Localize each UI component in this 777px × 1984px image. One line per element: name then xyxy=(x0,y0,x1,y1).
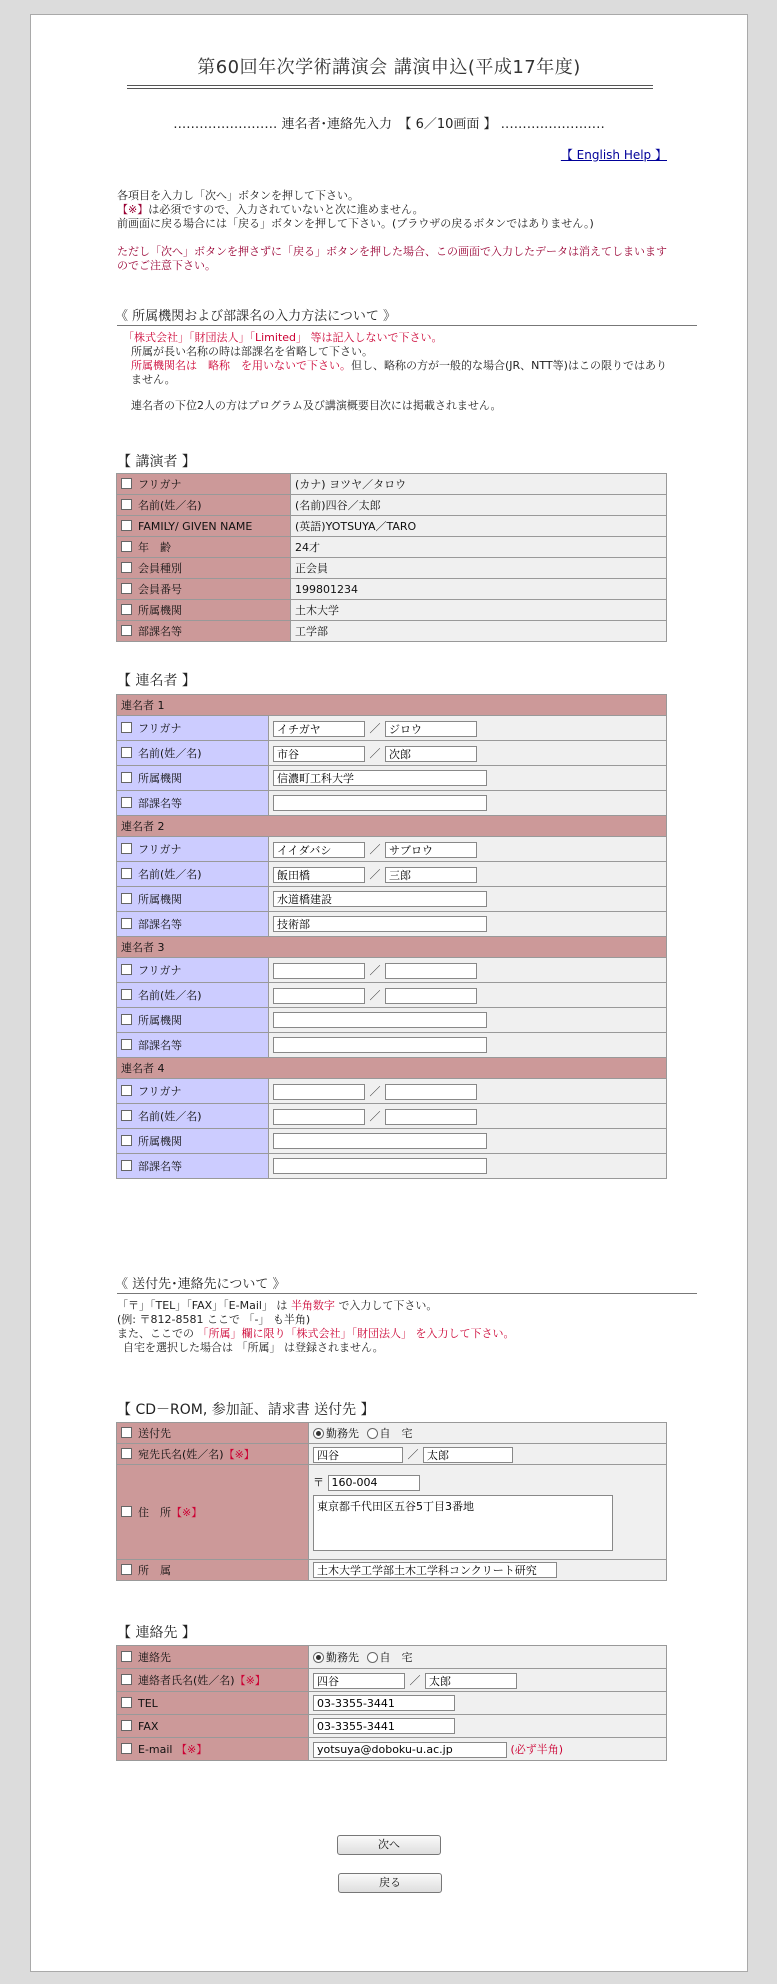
required-mark: 【※】 xyxy=(171,1506,203,1519)
coauthor-single-input xyxy=(269,1154,667,1179)
back-button[interactable]: 戻る xyxy=(338,1873,442,1893)
coauthor-label: 所属機関 xyxy=(138,772,182,785)
title-divider xyxy=(127,85,653,86)
coauthor-label-cell xyxy=(117,1008,269,1033)
shipping-address-label-cell xyxy=(117,1465,309,1560)
title-divider-2 xyxy=(127,88,653,89)
affiliation-note-line-1: 「株式会社」「財団法人」「Limited」 等は記入しないで下さい。 xyxy=(123,331,443,344)
coauthor-label: 所属機関 xyxy=(138,893,182,906)
instruction-warning: ただし「次へ」ボタンを押さずに「戻る」ボタンを押した場合、この画面で入力したデータは消えてしまいますのでご注意下さい。 xyxy=(117,245,667,272)
coauthor-name-sei-input[interactable] xyxy=(273,988,365,1004)
required-mark: 【※】 xyxy=(234,1674,266,1687)
coauthor-row xyxy=(117,837,667,862)
speaker-label-cell xyxy=(117,495,291,516)
checkbox-icon[interactable] xyxy=(121,1743,132,1754)
contact-name-row xyxy=(117,1669,667,1692)
coauthor-single-input xyxy=(269,912,667,937)
coauthor-label-cell xyxy=(117,1033,269,1058)
next-button[interactable]: 次へ xyxy=(337,1835,441,1855)
shipping-note xyxy=(117,1299,687,1355)
shipping-address-inputs xyxy=(309,1465,667,1560)
coauthor-label-cell xyxy=(117,862,269,887)
checkbox-icon[interactable] xyxy=(121,1110,132,1121)
radio-home-label: 自 宅 xyxy=(379,1427,413,1440)
radio-work[interactable] xyxy=(313,1652,324,1663)
shipping-dest-label: 送付先 xyxy=(138,1427,171,1440)
shipping-heading: 【 CD－ROM, 参加証、請求書 送付先 】 xyxy=(117,1402,375,1418)
checkbox-icon[interactable] xyxy=(121,1674,132,1685)
contact-tel-row xyxy=(117,1692,667,1715)
contact-email-label: E-mail xyxy=(138,1743,173,1756)
coauthor-pair-inputs xyxy=(269,1079,667,1104)
coauthor-label-cell xyxy=(117,1104,269,1129)
coauthor-row xyxy=(117,862,667,887)
speaker-label-cell xyxy=(117,537,291,558)
checkbox-icon[interactable] xyxy=(121,964,132,975)
slash-separator: ／ xyxy=(369,1084,381,1098)
speaker-label-cell xyxy=(117,621,291,642)
zip-line xyxy=(313,1474,662,1491)
affiliation-note-heading: 《 所属機関および部課名の入力方法について 》 xyxy=(115,309,397,324)
speaker-label: 部課名等 xyxy=(138,625,182,638)
speaker-value: (名前)四谷／太郎 xyxy=(291,495,667,516)
speaker-row xyxy=(117,474,667,495)
shipping-note-heading: 《 送付先･連絡先について 》 xyxy=(115,1277,286,1292)
shipping-affil-label-cell xyxy=(117,1560,309,1581)
form-page xyxy=(30,14,748,1972)
radio-home[interactable] xyxy=(367,1428,378,1439)
speaker-label: 名前(姓／名) xyxy=(138,499,202,512)
contact-name-inputs xyxy=(309,1669,667,1692)
coauthor-label: 部課名等 xyxy=(138,797,182,810)
speaker-value: 正会員 xyxy=(291,558,667,579)
coauthor-label-cell xyxy=(117,716,269,741)
coauthor-label: フリガナ xyxy=(138,1085,182,1098)
coauthor-label-cell xyxy=(117,741,269,766)
checkbox-icon[interactable] xyxy=(121,1135,132,1146)
speaker-label-cell xyxy=(117,474,291,495)
checkbox-icon[interactable] xyxy=(121,1014,132,1025)
coauthor-label: フリガナ xyxy=(138,964,182,977)
coauthor-label: フリガナ xyxy=(138,843,182,856)
shipping-note-line-1-a: 「〒」「TEL」「FAX」「E-Mail」 は xyxy=(117,1299,288,1312)
shipping-affil-label: 所 属 xyxy=(138,1564,171,1577)
shipping-note-line-1-b: で入力して下さい。 xyxy=(338,1299,438,1312)
coauthor-kana-mei-input[interactable] xyxy=(385,963,477,979)
contact-tel-label: TEL xyxy=(138,1696,158,1710)
coauthor-single-input xyxy=(269,1033,667,1058)
coauthor-kana-sei-input[interactable] xyxy=(273,1084,365,1100)
speaker-value: 工学部 xyxy=(291,621,667,642)
coauthor-label: 名前(姓／名) xyxy=(138,989,202,1002)
affiliation-note-line-4: 連名者の下位2人の方はプログラム及び講演概要目次には掲載されません。 xyxy=(131,399,502,412)
coauthor-dept-input[interactable] xyxy=(273,795,487,811)
coauthor-label-cell xyxy=(117,912,269,937)
coauthor-label-cell xyxy=(117,1154,269,1179)
checkbox-icon[interactable] xyxy=(121,1651,132,1662)
shipping-affil-inputs xyxy=(309,1560,667,1581)
coauthor-pair-inputs xyxy=(269,862,667,887)
email-input[interactable] xyxy=(313,1742,507,1758)
coauthor-org-input[interactable] xyxy=(273,891,487,907)
slash-separator: ／ xyxy=(369,867,381,881)
speaker-label: FAMILY/ GIVEN NAME xyxy=(138,519,253,533)
coauthor-org-input[interactable] xyxy=(273,1133,487,1149)
shipping-dest-row xyxy=(117,1423,667,1444)
shipping-address-row xyxy=(117,1465,667,1560)
coauthor-label-cell xyxy=(117,958,269,983)
affiliation-note-divider xyxy=(117,325,697,326)
speaker-label-cell xyxy=(117,600,291,621)
checkbox-icon[interactable] xyxy=(121,1160,132,1171)
required-mark: 【※】 xyxy=(223,1448,255,1461)
contact-mei-input[interactable] xyxy=(425,1673,517,1689)
affiliation-note xyxy=(117,331,677,413)
coauthor-name-mei-input[interactable] xyxy=(385,1109,477,1125)
coauthor-row xyxy=(117,1104,667,1129)
english-help-link[interactable]: 【 English Help 】 xyxy=(560,148,667,162)
contact-dest-label: 連絡先 xyxy=(138,1651,171,1664)
speaker-heading: 【 講演者 】 xyxy=(117,454,196,470)
page-title: 第60回年次学術講演会 講演申込(平成17年度) xyxy=(197,57,581,78)
checkbox-icon[interactable] xyxy=(121,1720,132,1731)
coauthor-group-title: 連名者 3 xyxy=(117,937,667,958)
coauthor-dept-input[interactable] xyxy=(273,1158,487,1174)
coauthor-row xyxy=(117,912,667,937)
coauthor-pair-inputs xyxy=(269,983,667,1008)
zip-mark: 〒 xyxy=(313,1475,324,1489)
checkbox-icon[interactable] xyxy=(121,1506,132,1517)
coauthor-name-mei-input[interactable] xyxy=(385,988,477,1004)
coauthor-kana-sei-input[interactable] xyxy=(273,842,365,858)
slash-separator: ／ xyxy=(369,1109,381,1123)
coauthor-row xyxy=(117,766,667,791)
coauthor-kana-mei-input[interactable] xyxy=(385,1084,477,1100)
coauthor-group-header xyxy=(117,695,667,716)
instruction-line-2 xyxy=(117,203,677,217)
speaker-row xyxy=(117,558,667,579)
checkbox-icon[interactable] xyxy=(121,1564,132,1575)
coauthor-pair-inputs xyxy=(269,1104,667,1129)
checkbox-icon[interactable] xyxy=(121,797,132,808)
contact-fax-label-cell xyxy=(117,1715,309,1738)
contact-email-label-cell xyxy=(117,1738,309,1761)
coauthor-name-sei-input[interactable] xyxy=(273,867,365,883)
coauthor-name-sei-input[interactable] xyxy=(273,746,365,762)
coauthor-row xyxy=(117,1154,667,1179)
affiliation-note-line-3 xyxy=(117,359,677,387)
contact-email-row xyxy=(117,1738,667,1761)
shipping-note-line-3-a: また、ここでの xyxy=(117,1327,194,1340)
speaker-table xyxy=(116,473,667,642)
checkbox-icon[interactable] xyxy=(121,499,132,510)
instruction-line-1: 各項目を入力し「次へ」ボタンを押して下さい。 xyxy=(117,189,359,202)
checkbox-icon[interactable] xyxy=(121,541,132,552)
slash-separator: ／ xyxy=(369,842,381,856)
speaker-value: 199801234 xyxy=(291,579,667,600)
shipping-affil-row xyxy=(117,1560,667,1581)
checkbox-icon[interactable] xyxy=(121,1448,132,1459)
contact-name-label: 連絡者氏名(姓／名) xyxy=(138,1674,235,1687)
checkbox-icon[interactable] xyxy=(121,989,132,1000)
coauthor-label-cell xyxy=(117,1079,269,1104)
coauthor-pair-inputs xyxy=(269,741,667,766)
checkbox-icon[interactable] xyxy=(121,1697,132,1708)
coauthor-group-title: 連名者 4 xyxy=(117,1058,667,1079)
coauthor-name-mei-input[interactable] xyxy=(385,746,477,762)
coauthor-label-cell xyxy=(117,837,269,862)
shipping-address-label: 住 所 xyxy=(138,1506,171,1519)
coauthor-kana-mei-input[interactable] xyxy=(385,842,477,858)
shipping-note-line-2: (例: 〒812-8581 ここで 「-」 も半角) xyxy=(117,1313,311,1326)
required-mark: 【※】 xyxy=(117,203,149,216)
shipping-note-line-3 xyxy=(117,1327,687,1341)
coauthor-row xyxy=(117,1033,667,1058)
email-note: (必ず半角) xyxy=(510,1742,564,1756)
checkbox-icon[interactable] xyxy=(121,843,132,854)
speaker-row xyxy=(117,579,667,600)
coauthor-row xyxy=(117,1129,667,1154)
contact-tel-label-cell xyxy=(117,1692,309,1715)
coauthor-single-input xyxy=(269,887,667,912)
coauthors-heading: 【 連名者 】 xyxy=(117,673,196,689)
coauthor-row xyxy=(117,716,667,741)
coauthors-table xyxy=(116,694,667,1179)
checkbox-icon[interactable] xyxy=(121,772,132,783)
slash-separator: ／ xyxy=(369,746,381,760)
coauthor-row xyxy=(117,958,667,983)
checkbox-icon[interactable] xyxy=(121,918,132,929)
coauthor-pair-inputs xyxy=(269,958,667,983)
contact-dest-row xyxy=(117,1646,667,1669)
slash-separator: ／ xyxy=(369,963,381,977)
checkbox-icon[interactable] xyxy=(121,868,132,879)
radio-work-label: 勤務先 xyxy=(326,1651,359,1664)
coauthor-kana-sei-input[interactable] xyxy=(273,963,365,979)
coauthor-label-cell xyxy=(117,983,269,1008)
coauthor-row xyxy=(117,887,667,912)
instruction-line-3: 前画面に戻る場合には「戻る」ボタンを押して下さい。(ブラウザの戻るボタンではありません。) xyxy=(117,217,594,230)
coauthor-label: 部課名等 xyxy=(138,918,182,931)
coauthor-row xyxy=(117,741,667,766)
shipping-note-divider xyxy=(117,1293,697,1294)
fax-input[interactable] xyxy=(313,1718,455,1734)
checkbox-icon[interactable] xyxy=(121,604,132,615)
coauthor-label: フリガナ xyxy=(138,722,182,735)
checkbox-icon[interactable] xyxy=(121,1427,132,1438)
shipping-name-label-cell xyxy=(117,1444,309,1465)
affiliation-note-line-3-red: 所属機関名は 略称 を用いないで下さい。 xyxy=(131,359,351,372)
affiliation-note-line-2: 所属が長い名称の時は部課名を省略して下さい。 xyxy=(131,345,373,358)
shipping-affil-input[interactable] xyxy=(313,1562,557,1578)
checkbox-icon[interactable] xyxy=(121,583,132,594)
speaker-value: 24才 xyxy=(291,537,667,558)
coauthor-kana-mei-input[interactable] xyxy=(385,721,477,737)
speaker-row xyxy=(117,516,667,537)
speaker-label: 会員種別 xyxy=(138,562,182,575)
shipping-name-label: 宛先氏名(姓／名) xyxy=(138,1448,224,1461)
speaker-label-cell xyxy=(117,516,291,537)
coauthor-single-input xyxy=(269,791,667,816)
contact-dest-options xyxy=(309,1646,667,1669)
contact-email-inputs xyxy=(309,1738,667,1761)
required-mark: 【※】 xyxy=(176,1743,208,1756)
speaker-row xyxy=(117,600,667,621)
contact-dest-label-cell xyxy=(117,1646,309,1669)
checkbox-icon[interactable] xyxy=(121,747,132,758)
shipping-sei-input[interactable] xyxy=(313,1447,403,1463)
checkbox-icon[interactable] xyxy=(121,520,132,531)
zip-input[interactable] xyxy=(328,1475,420,1491)
speaker-label: 所属機関 xyxy=(138,604,182,617)
contact-table xyxy=(116,1645,667,1761)
contact-fax-row xyxy=(117,1715,667,1738)
speaker-row xyxy=(117,621,667,642)
coauthor-single-input xyxy=(269,1008,667,1033)
contact-sei-input[interactable] xyxy=(313,1673,405,1689)
instruction-line-2-text: は必須ですので、入力されていないと次に進めません。 xyxy=(148,203,424,216)
checkbox-icon[interactable] xyxy=(121,478,132,489)
checkbox-icon[interactable] xyxy=(121,1085,132,1096)
coauthor-row xyxy=(117,791,667,816)
checkbox-icon[interactable] xyxy=(121,893,132,904)
speaker-value: 土木大学 xyxy=(291,600,667,621)
shipping-note-line-4: 自宅を選択した場合は 「所属」 は登録されません。 xyxy=(123,1341,384,1354)
speaker-label: 年 齢 xyxy=(138,541,171,554)
coauthor-org-input[interactable] xyxy=(273,1012,487,1028)
coauthor-group-title: 連名者 1 xyxy=(117,695,667,716)
coauthor-label-cell xyxy=(117,766,269,791)
shipping-note-line-1 xyxy=(117,1299,687,1313)
coauthor-group-title: 連名者 2 xyxy=(117,816,667,837)
coauthor-label: 所属機関 xyxy=(138,1014,182,1027)
coauthor-name-sei-input[interactable] xyxy=(273,1109,365,1125)
slash-separator: ／ xyxy=(369,988,381,1002)
shipping-name-inputs xyxy=(309,1444,667,1465)
coauthor-pair-inputs xyxy=(269,716,667,741)
coauthor-group-header xyxy=(117,816,667,837)
checkbox-icon[interactable] xyxy=(121,625,132,636)
address-textarea[interactable] xyxy=(313,1495,613,1551)
checkbox-icon[interactable] xyxy=(121,562,132,573)
coauthor-label: 名前(姓／名) xyxy=(138,1110,202,1123)
radio-home-label: 自 宅 xyxy=(379,1651,413,1664)
shipping-note-line-3-red: 「所属」欄に限り「株式会社」「財団法人」 を入力して下さい。 xyxy=(197,1327,515,1340)
contact-heading: 【 連絡先 】 xyxy=(117,1625,196,1641)
coauthor-label-cell xyxy=(117,1129,269,1154)
coauthor-row xyxy=(117,983,667,1008)
shipping-dest-label-cell xyxy=(117,1423,309,1444)
shipping-dest-options xyxy=(309,1423,667,1444)
contact-tel-inputs xyxy=(309,1692,667,1715)
coauthor-row xyxy=(117,1008,667,1033)
coauthor-single-input xyxy=(269,766,667,791)
contact-fax-inputs xyxy=(309,1715,667,1738)
coauthor-label: 部課名等 xyxy=(138,1160,182,1173)
instructions xyxy=(117,189,677,273)
coauthor-label: 名前(姓／名) xyxy=(138,747,202,760)
coauthor-group-header xyxy=(117,937,667,958)
shipping-name-row xyxy=(117,1444,667,1465)
shipping-table xyxy=(116,1422,667,1581)
coauthor-dept-input[interactable] xyxy=(273,916,487,932)
radio-home[interactable] xyxy=(367,1652,378,1663)
coauthor-pair-inputs xyxy=(269,837,667,862)
speaker-label: フリガナ xyxy=(138,478,182,491)
affiliation-note-line-3-text: 但し、略称の方が一般的な場合(JR、NTT等)はこの限りではありません。 xyxy=(131,359,667,386)
coauthor-group-header xyxy=(117,1058,667,1079)
speaker-label-cell xyxy=(117,579,291,600)
coauthor-kana-sei-input[interactable] xyxy=(273,721,365,737)
speaker-label-cell xyxy=(117,558,291,579)
step-indicator: ‥‥‥‥‥‥‥‥‥‥‥‥ 連名者･連絡先入力 【 6／10画面 】 ‥‥‥‥‥‥‥‥‥‥‥‥ xyxy=(173,117,605,132)
checkbox-icon[interactable] xyxy=(121,722,132,733)
shipping-mei-input[interactable] xyxy=(423,1447,513,1463)
coauthor-label: 部課名等 xyxy=(138,1039,182,1052)
coauthor-dept-input[interactable] xyxy=(273,1037,487,1053)
coauthor-label-cell xyxy=(117,887,269,912)
slash-separator: ／ xyxy=(369,721,381,735)
coauthor-label: 名前(姓／名) xyxy=(138,868,202,881)
coauthor-single-input xyxy=(269,1129,667,1154)
slash-separator: ／ xyxy=(409,1673,421,1687)
speaker-value: (英語)YOTSUYA／TARO xyxy=(291,516,667,537)
speaker-row xyxy=(117,495,667,516)
shipping-note-line-1-red: 半角数字 xyxy=(290,1299,335,1312)
coauthor-label-cell xyxy=(117,791,269,816)
coauthor-name-mei-input[interactable] xyxy=(385,867,477,883)
slash-separator: ／ xyxy=(407,1447,419,1461)
tel-input[interactable] xyxy=(313,1695,455,1711)
checkbox-icon[interactable] xyxy=(121,1039,132,1050)
radio-work-label: 勤務先 xyxy=(326,1427,359,1440)
contact-name-label-cell xyxy=(117,1669,309,1692)
speaker-label: 会員番号 xyxy=(138,583,182,596)
contact-fax-label: FAX xyxy=(138,1719,159,1733)
speaker-row xyxy=(117,537,667,558)
coauthor-row xyxy=(117,1079,667,1104)
speaker-value: (カナ) ヨツヤ／タロウ xyxy=(291,474,667,495)
coauthor-org-input[interactable] xyxy=(273,770,487,786)
radio-work[interactable] xyxy=(313,1428,324,1439)
coauthor-label: 所属機関 xyxy=(138,1135,182,1148)
